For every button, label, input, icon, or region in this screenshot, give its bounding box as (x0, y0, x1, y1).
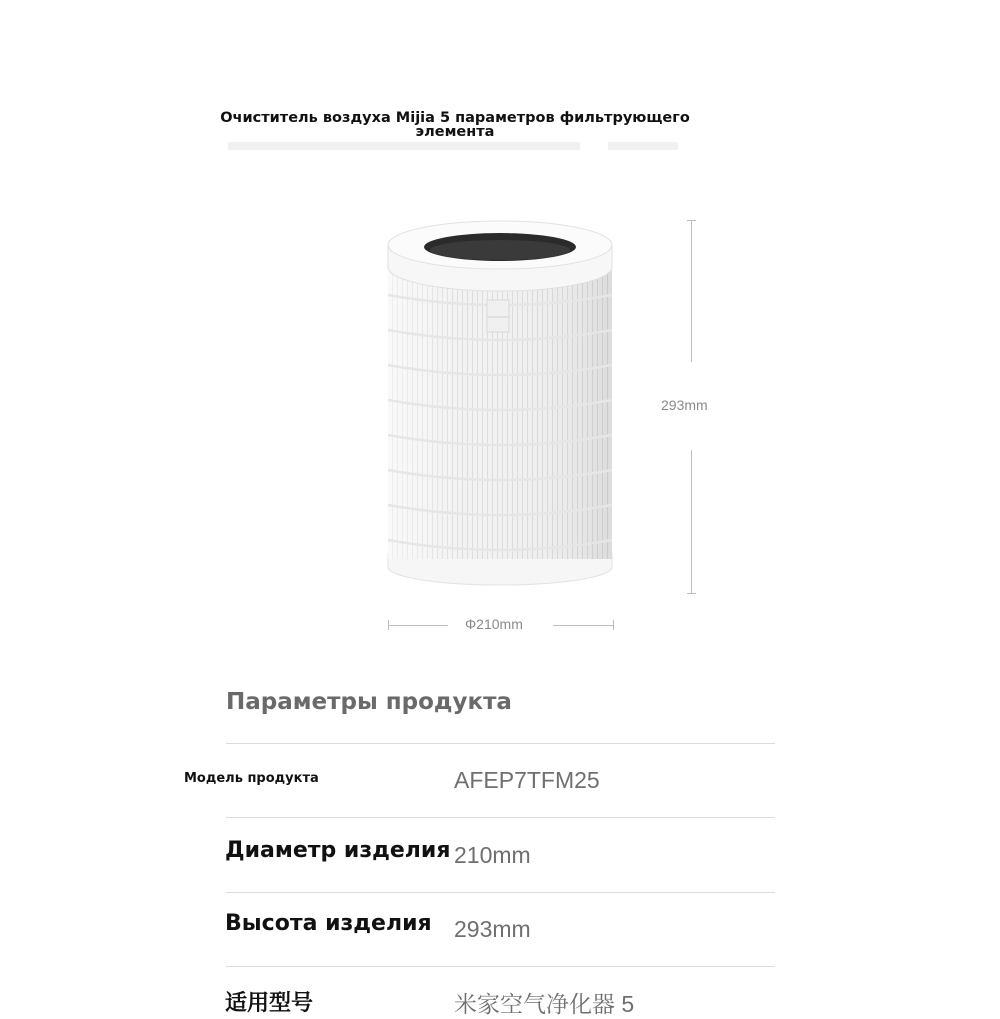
spec-value-height: 293mm (454, 916, 531, 942)
diameter-tick-right (613, 620, 614, 630)
height-line-top (691, 220, 692, 362)
specs-section-title: Параметры продукта (226, 689, 512, 715)
height-dimension-label: 293mm (661, 397, 708, 413)
filter-cartridge-image (370, 205, 630, 600)
spec-label-model: Модель продукта (184, 771, 319, 786)
specs-divider (226, 743, 775, 744)
specs-divider (226, 966, 775, 967)
spec-value-compatible-model: 米家空气净化器 5 (454, 991, 635, 1017)
spec-label-diameter: Диаметр изделия (225, 838, 451, 863)
spec-label-height: Высота изделия (225, 911, 432, 936)
height-tick-bottom (687, 593, 696, 594)
diameter-dimension-label: Φ210mm (465, 616, 523, 632)
specs-divider (226, 892, 775, 893)
height-line-bottom (691, 450, 692, 593)
specs-divider (226, 817, 775, 818)
pull-tab (487, 300, 509, 332)
title-underline-left (228, 142, 580, 150)
spec-label-compatible-model: 适用型号 (225, 991, 314, 1016)
diameter-line-left (388, 625, 448, 626)
page-title: Очиститель воздуха Mijia 5 параметров фильтрующего элемента (220, 110, 690, 140)
spec-value-diameter: 210mm (454, 842, 531, 868)
spec-value-model: AFEP7TFM25 (454, 767, 600, 793)
title-underline-right (608, 142, 678, 150)
diameter-line-right (553, 625, 613, 626)
